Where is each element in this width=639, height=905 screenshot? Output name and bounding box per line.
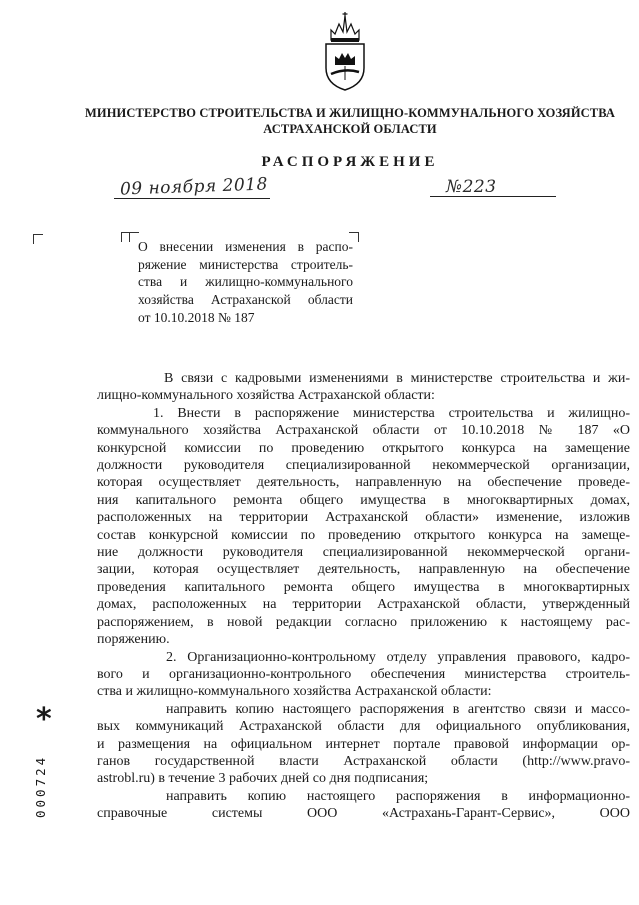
body-line: 2. Организационно-контрольному отделу управления правового, кадро- (166, 649, 630, 665)
body-line: направить копию настоящего распоряжения в информационно- (166, 788, 630, 804)
margin-asterisk-mark: * (36, 702, 52, 737)
body-line: которая осуществляет деятельность, направленную на обеспечение проведе- (97, 475, 630, 491)
subject-line: хозяйства Астраханской области (138, 292, 353, 308)
coat-of-arms-emblem (321, 10, 369, 92)
body-line: домах, расположенных на территории Астраханской области, утвержденный (97, 597, 630, 613)
body-line: проведения капитального ремонта общего имущества в многоквартирных (97, 579, 630, 595)
body-line: и размещения на официальном интернет портале правовой информации ор- (97, 736, 630, 752)
margin-registration-code: 000724 (33, 754, 48, 818)
number-underline (430, 196, 556, 197)
body-line: В связи с кадровыми изменениями в министерстве строительства и жи- (164, 371, 630, 386)
body-line: распоряжением, в новой редакции согласно приложению к настоящему рас- (97, 614, 630, 630)
ministry-name-line-1: МИНИСТЕРСТВО СТРОИТЕЛЬСТВА И ЖИЛИЩНО-КОММУНАЛЬНОГО ХОЗЯЙСТВА (85, 106, 615, 120)
document-type-title: РАСПОРЯЖЕНИЕ (261, 154, 439, 170)
corner-mark (33, 234, 43, 244)
body-line: коммунального хозяйства Астраханской области от 10.10.2018 № 187 «О (97, 423, 630, 439)
subject-line: ства и жилищно-коммунального (138, 274, 353, 290)
body-line: вого и организационно-контрольного обеспечения министерства строитель- (97, 666, 630, 682)
body-line: направить копию настоящего распоряжения в агентство связи и массо- (166, 701, 630, 717)
subject-block (138, 238, 353, 327)
body-line: 1. Внести в распоряжение министерства строительства и жилищно- (153, 405, 630, 421)
body-line: ства и жилищно-коммунального хозяйства Астраханской области: (97, 684, 492, 700)
handwritten-number: №223 (446, 177, 497, 197)
ministry-name-line-2: АСТРАХАНСКОЙ ОБЛАСТИ (263, 122, 437, 136)
body-line: ние должности руководителя специализированной некоммерческой органи- (97, 545, 630, 561)
document-body (97, 370, 630, 823)
body-line: astrobl.ru) в течение 3 рабочих дней со дня подписания; (97, 771, 429, 787)
body-line: конкурсной комиссии по проведению открытого конкурса на замещение (97, 440, 630, 456)
body-line: должности руководителя специализированной некоммерческой организации, (97, 458, 630, 474)
date-underline (114, 198, 270, 199)
subject-line: ряжение министерства строитель- (138, 256, 353, 272)
body-line: состав конкурсной комиссии по проведению открытого конкурса на замеще- (97, 527, 630, 543)
body-line: зации, которая осуществляет деятельность, направленную на обеспечение (97, 562, 630, 578)
body-line: лищно-коммунального хозяйства Астраханской области: (97, 388, 435, 404)
body-line: вых коммуникаций Астраханской области для официального опубликования, (97, 719, 630, 735)
body-line: поряжению. (97, 632, 170, 648)
body-line: справочные системы ООО «Астрахань-Гарант-Сервис», ООО (97, 806, 630, 822)
handwritten-date: 09 ноября 2018 (119, 174, 269, 200)
body-line: ния капитального ремонта общего имущества в многоквартирных домах, (97, 492, 630, 508)
body-line: ганов государственной власти Астраханской области (http://www.pravo- (97, 753, 630, 769)
subject-line: от 10.10.2018 № 187 (138, 309, 255, 325)
body-line: расположенных на территории Астраханской области» изменение, изложив (97, 510, 630, 526)
subject-line: О внесении изменения в распо- (138, 239, 353, 254)
